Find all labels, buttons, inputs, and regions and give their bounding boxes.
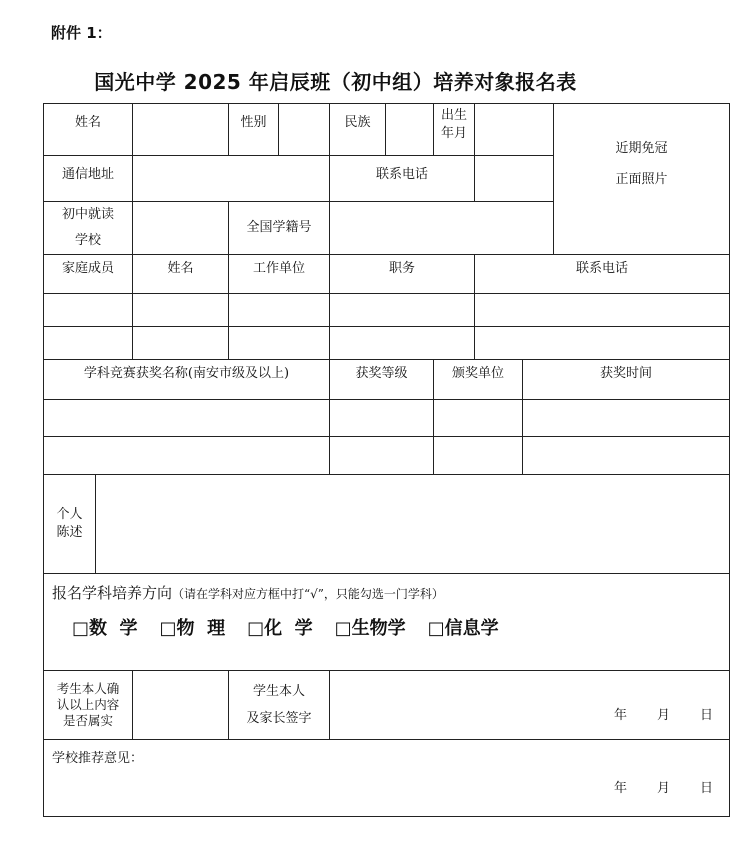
row-awards-header — [44, 360, 730, 400]
award-cell[interactable] — [330, 437, 434, 475]
signature-label-line1: 学生本人 — [252, 684, 305, 699]
date-month: 月 — [656, 708, 670, 723]
award-row — [44, 437, 730, 475]
subject-heading: 报名学科培养方向 — [52, 584, 173, 602]
address-field[interactable] — [133, 156, 330, 202]
signature-field[interactable] — [330, 671, 730, 740]
name-field[interactable] — [133, 104, 229, 156]
family-cell[interactable] — [44, 327, 133, 360]
family-position-header: 职务 — [330, 255, 475, 294]
row-subjects — [44, 574, 730, 671]
subject-option-chemistry[interactable]: □化 学 — [247, 618, 313, 639]
confirm-label-line3: 是否属实 — [62, 713, 113, 728]
address-label: 通信地址 — [44, 156, 133, 202]
confirm-label-line2: 认以上内容 — [56, 697, 120, 712]
family-cell[interactable] — [330, 294, 475, 327]
registration-form-table — [43, 103, 730, 817]
phone-label: 联系电话 — [330, 156, 475, 202]
birth-label — [434, 104, 475, 156]
row-basic-info — [44, 104, 730, 156]
subject-option-biology[interactable]: □生物学 — [334, 618, 406, 639]
award-issuer-header: 颁奖单位 — [434, 360, 523, 400]
recommendation-date — [44, 780, 729, 798]
rec-date-year: 年 — [613, 781, 627, 796]
subject-option-math[interactable]: □数 学 — [72, 618, 138, 639]
award-cell[interactable] — [523, 400, 730, 437]
confirm-label-line1: 考生本人确 — [56, 681, 120, 696]
award-cell[interactable] — [434, 400, 523, 437]
statement-label-line1: 个人 — [56, 507, 83, 522]
date-day: 日 — [700, 708, 714, 723]
school-field[interactable] — [133, 202, 229, 255]
family-members-label: 家庭成员 — [44, 255, 133, 294]
family-cell[interactable] — [475, 327, 730, 360]
date-year: 年 — [613, 708, 627, 723]
award-row — [44, 400, 730, 437]
row-statement — [44, 475, 730, 574]
rec-date-day: 日 — [700, 781, 714, 796]
student-id-label: 全国学籍号 — [229, 202, 330, 255]
form-title: 国光中学 2025 年启辰班（初中组）培养对象报名表 — [94, 70, 577, 94]
family-workplace-header: 工作单位 — [229, 255, 330, 294]
award-level-header: 获奖等级 — [330, 360, 434, 400]
family-row — [44, 327, 730, 360]
school-label-line2: 学校 — [74, 233, 101, 248]
birth-field[interactable] — [475, 104, 554, 156]
family-cell[interactable] — [229, 327, 330, 360]
student-id-field[interactable] — [330, 202, 554, 255]
subject-note: （请在学科对应方框中打“√”，只能勾选一门学科） — [172, 587, 444, 601]
gender-field[interactable] — [279, 104, 330, 156]
signature-date — [330, 707, 729, 725]
family-cell[interactable] — [475, 294, 730, 327]
row-recommendation — [44, 740, 730, 817]
statement-label-line2: 陈述 — [56, 525, 83, 540]
birth-label-line2: 年月 — [440, 126, 467, 141]
award-cell[interactable] — [330, 400, 434, 437]
family-row — [44, 294, 730, 327]
family-phone-header: 联系电话 — [475, 255, 730, 294]
award-name-header: 学科竞赛获奖名称(南安市级及以上) — [44, 360, 330, 400]
family-cell[interactable] — [133, 294, 229, 327]
statement-label — [44, 475, 96, 573]
school-label — [44, 202, 133, 255]
gender-label: 性别 — [229, 104, 279, 156]
award-time-header: 获奖时间 — [523, 360, 730, 400]
family-cell[interactable] — [229, 294, 330, 327]
ethnicity-label: 民族 — [330, 104, 386, 156]
school-label-line1: 初中就读 — [61, 207, 114, 222]
signature-label-line2: 及家长签字 — [246, 711, 312, 726]
subject-option-physics[interactable]: □物 理 — [159, 618, 226, 639]
award-cell[interactable] — [523, 437, 730, 475]
photo-label-line1: 近期免冠 — [615, 141, 668, 156]
birth-label-line1: 出生 — [440, 108, 467, 123]
name-label: 姓名 — [44, 104, 133, 156]
statement-cell[interactable] — [44, 475, 730, 574]
row-family-header — [44, 255, 730, 294]
subject-options — [52, 620, 729, 638]
award-cell[interactable] — [434, 437, 523, 475]
confirm-field[interactable] — [133, 671, 229, 740]
statement-field[interactable] — [96, 475, 729, 573]
subject-option-informatics[interactable]: □信息学 — [427, 618, 499, 639]
signature-label — [229, 671, 330, 740]
family-name-header: 姓名 — [133, 255, 229, 294]
family-cell[interactable] — [133, 327, 229, 360]
family-cell[interactable] — [330, 327, 475, 360]
ethnicity-field[interactable] — [386, 104, 434, 156]
photo-box — [554, 104, 730, 255]
photo-label-line2: 正面照片 — [615, 172, 668, 187]
award-cell[interactable] — [44, 400, 330, 437]
recommendation-label: 学校推荐意见： — [52, 751, 144, 766]
confirm-label — [44, 671, 133, 740]
phone-field[interactable] — [475, 156, 554, 202]
award-cell[interactable] — [44, 437, 330, 475]
row-confirmation — [44, 671, 730, 740]
subject-section — [44, 574, 730, 671]
attachment-label: 附件 1： — [51, 24, 112, 42]
recommendation-section[interactable] — [44, 740, 730, 817]
rec-date-month: 月 — [656, 781, 670, 796]
family-cell[interactable] — [44, 294, 133, 327]
